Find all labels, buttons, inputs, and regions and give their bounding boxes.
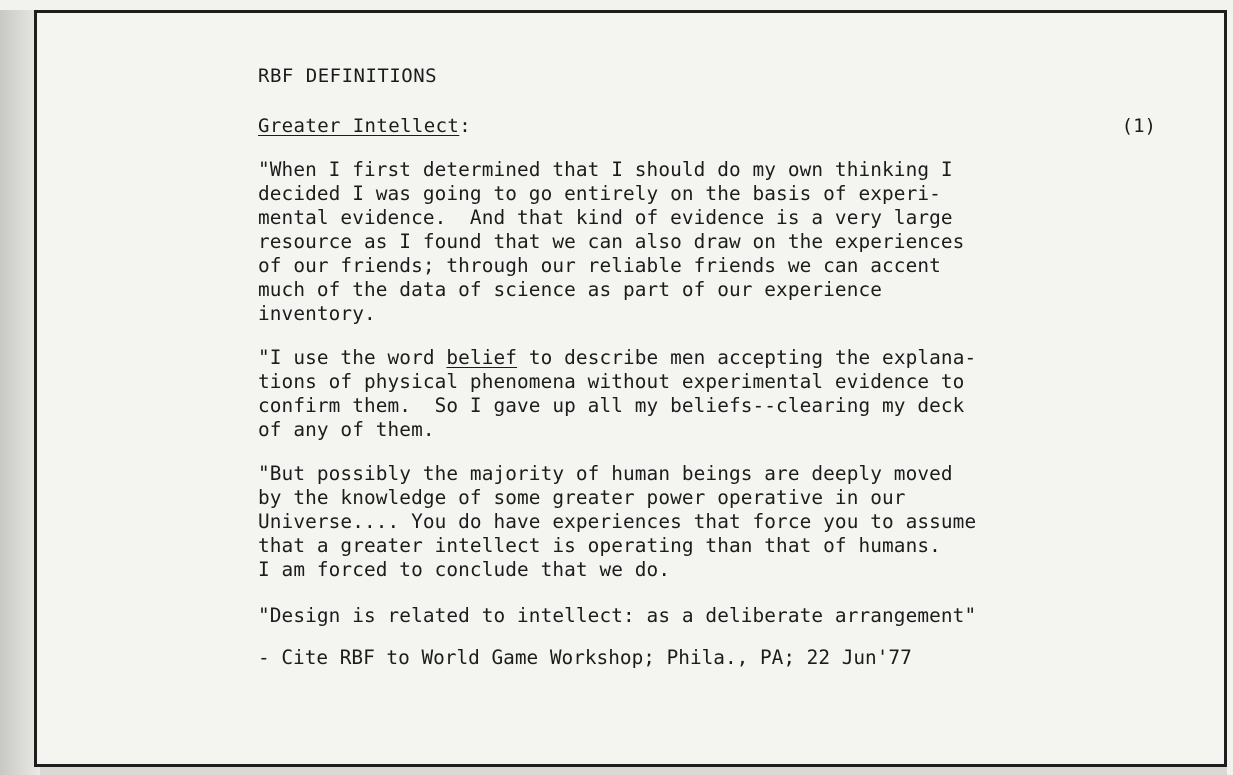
citation-line: - Cite RBF to World Game Workshop; Phila., PA; 22 Jun'77 <box>258 646 912 669</box>
quote-line: "When I first determined that I should do my own thinking I <box>258 158 953 181</box>
quote-line <box>258 346 1138 370</box>
entry-heading-row <box>258 114 1156 138</box>
quote-paragraph-4 <box>258 604 1138 628</box>
quote-line: mental evidence. And that kind of evidence is a very large <box>258 206 953 229</box>
entry-number: (1) <box>1121 115 1156 137</box>
quote-line: that a greater intellect is operating than that of humans. <box>258 534 941 557</box>
quote-line: by the knowledge of some greater power operative in our <box>258 486 906 509</box>
quote-line: confirm them. So I gave up all my beliefs--clearing my deck <box>258 394 965 417</box>
quote-line: Universe.... You do have experiences that force you to assume <box>258 510 977 533</box>
entry-title-text: Greater Intellect <box>258 115 460 137</box>
quote-line: inventory. <box>258 302 376 325</box>
document-header: RBF DEFINITIONS <box>258 65 438 87</box>
card-content <box>258 64 1156 670</box>
emphasized-word: belief <box>446 346 518 369</box>
quote-line: decided I was going to go entirely on the basis of experi- <box>258 182 941 205</box>
top-frame-edge <box>0 0 1233 10</box>
quote-line: of any of them. <box>258 418 435 441</box>
quote-line: "Design is related to intellect: as a deliberate arrangement" <box>258 604 977 627</box>
quote-paragraph-3 <box>258 462 1138 582</box>
quote-line: resource as I found that we can also draw on the experiences <box>258 230 965 253</box>
quote-line: "But possibly the majority of human beings are deeply moved <box>258 462 953 485</box>
entry-title-colon: : <box>459 115 472 137</box>
quote-line: much of the data of science as part of our experience <box>258 278 883 301</box>
entry-title <box>258 115 471 137</box>
quote-line-segment: "I use the word <box>258 346 447 369</box>
quote-line: of our friends; through our reliable friends we can accent <box>258 254 941 277</box>
quote-line: I am forced to conclude that we do. <box>258 558 671 581</box>
quote-line: tions of physical phenomena without experimental evidence to <box>258 370 965 393</box>
quote-line-segment: to describe men accepting the explana- <box>517 346 977 369</box>
quote-paragraph-2 <box>258 346 1138 442</box>
right-frame-edge <box>1227 0 1233 775</box>
quote-paragraph-1 <box>258 158 1138 326</box>
